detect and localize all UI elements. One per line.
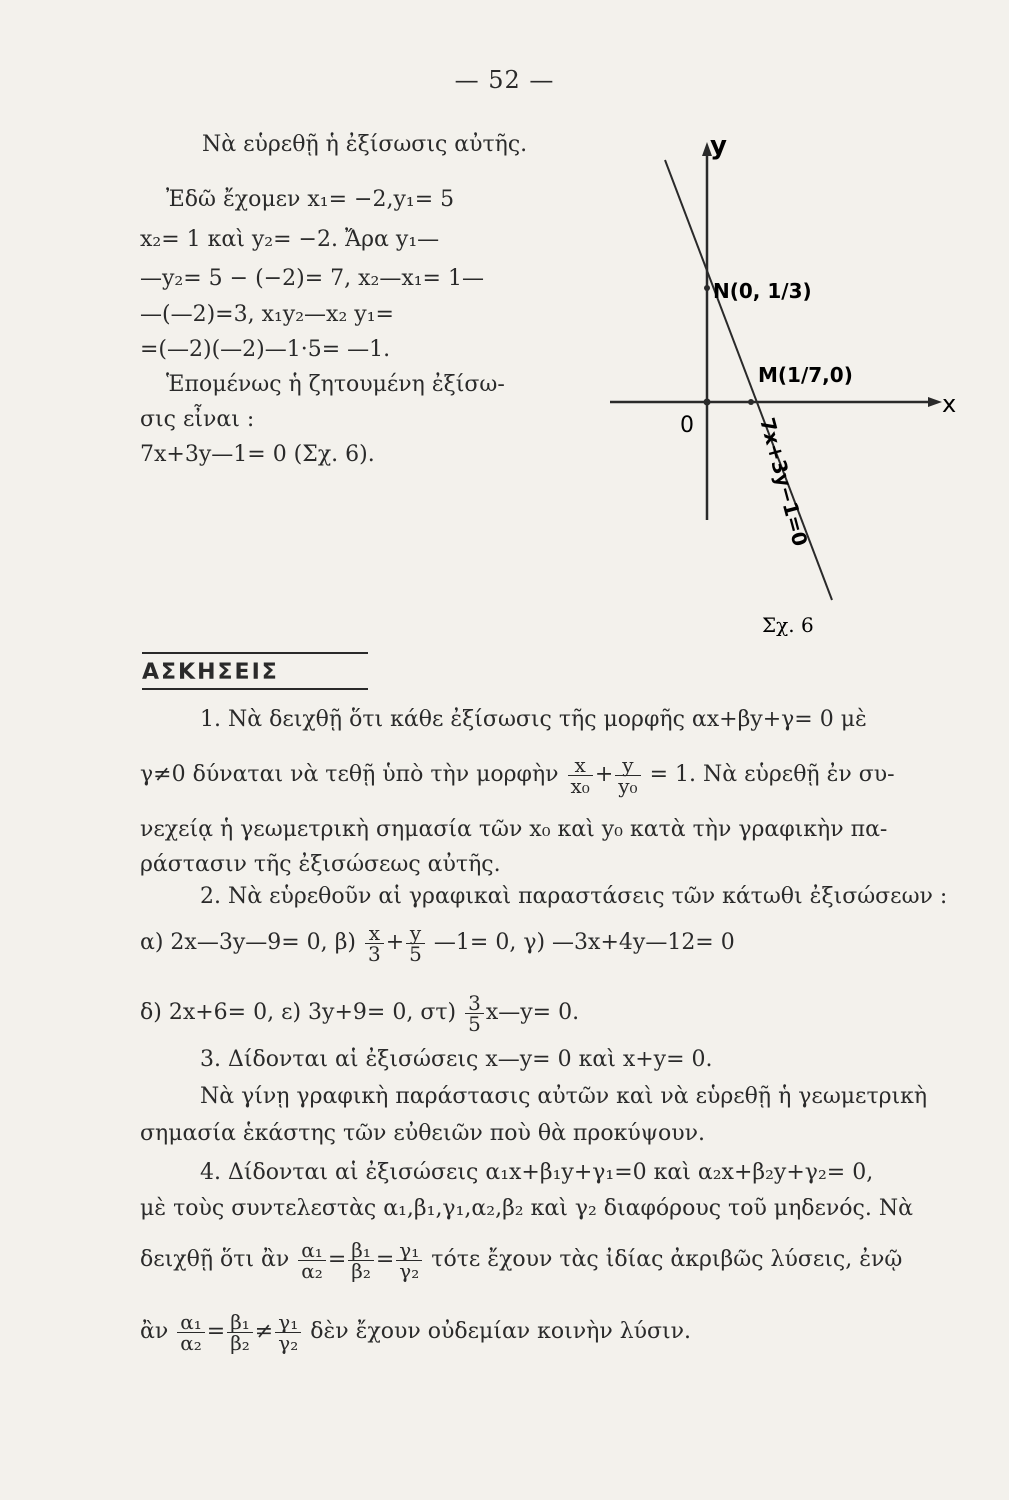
ex2-item-b-end: —1= 0,: [433, 930, 517, 955]
ex4-line-1: 4. Δίδονται αἱ ἐξισώσεις α₁x+β₁y+γ₁=0 καὶ α₂x+β₂y+γ₂= 0,: [200, 1160, 874, 1185]
ex2-item-st-end: x—y= 0.: [485, 1000, 580, 1025]
ex1-line-4: ράστασιν τῆς ἐξισώσεως αὐτῆς.: [140, 852, 501, 877]
ex4-line-4-text: ἂν: [140, 1319, 169, 1344]
fraction-g1-over-g2-b: $\frac{\text{γ₁}}{\text{γ₂}}$: [275, 1312, 301, 1353]
ex1-line-2-text: γ≠0 δύναται νὰ τεθῇ ὑπὸ τὴν μορφὴν: [140, 762, 559, 787]
ex1-line-2-end: = 1. Νὰ εὑρεθῇ ἐν συ-: [649, 762, 895, 787]
y-axis-label: y: [710, 131, 727, 161]
intro-line-6: =(—2)(—2)—1·5= —1.: [140, 337, 391, 362]
ex4-line-3-end: τότε ἔχουν τὰς ἰδίας ἀκριβῶς λύσεις, ἐνῷ: [431, 1247, 903, 1272]
ex3-line-2: Νὰ γίνῃ γραφικὴ παράστασις αὐτῶν καὶ νὰ εὑρεθῇ ἡ γεωμετρικὴ: [200, 1084, 928, 1109]
ex4-line-4: ἂν $\frac{\text{α₁}}{\text{α₂}}$ = $\frac{\text{β₁}}{\text{β₂}}$ ≠ $\frac{\text{γ₁}}{\text{γ₂}}$ δὲν ἔχουν οὐδεμίαν κοινὴν λύσιν.: [140, 1309, 692, 1355]
intro-line-4: —y₂= 5 − (−2)= 7, x₂—x₁= 1—: [140, 266, 484, 291]
intro-line-8: σις εἶναι :: [140, 407, 255, 432]
ex4-line-2: μὲ τοὺς συντελεστὰς α₁,β₁,γ₁,α₂,β₂ καὶ γ₂ διαφόρους τοῦ μηδενός. Νὰ: [140, 1196, 913, 1221]
fraction-3-over-5: $\frac{3}{5}$: [465, 993, 484, 1034]
ex4-line-3: δειχθῇ ὅτι ἂν $\frac{\text{α₁}}{\text{α₂}}$ = $\frac{\text{β₁}}{\text{β₂}}$ = $\frac{\text{γ₁}}{\text{γ₂}}$ τότε ἔχουν τὰς ἰδίας ἀκριβῶς λύσεις, ἐνῷ: [140, 1237, 903, 1283]
heading-rule-bottom: [142, 688, 368, 690]
fraction-x-over-3: $\frac{x}{3}$: [365, 923, 384, 964]
point-m: [748, 399, 754, 405]
figure-caption: Σχ. 6: [762, 613, 814, 637]
fraction-g1-over-g2: $\frac{\text{γ₁}}{\text{γ₂}}$: [396, 1240, 422, 1281]
ex1-line-1: 1. Νὰ δειχθῇ ὅτι κάθε ἐξίσωσις τῆς μορφῆς αx+βy+γ= 0 μὲ: [200, 707, 867, 732]
ex1-line-3: νεχείᾳ ἡ γεωμετρικὴ σημασία τῶν x₀ καὶ y₀ κατὰ τὴν γραφικὴν πα-: [140, 817, 888, 842]
ex3-line-3: σημασία ἑκάστης τῶν εὐθειῶν ποὺ θὰ προκύψουν.: [140, 1121, 705, 1146]
fraction-b1-over-b2-b: $\frac{\text{β₁}}{\text{β₂}}$: [227, 1312, 253, 1353]
intro-line-3: x₂= 1 καὶ y₂= −2. Ἄρα y₁—: [140, 227, 440, 252]
ex2-item-c: γ) —3x+4y—12= 0: [523, 930, 735, 955]
intro-line-2: Ἐδῶ ἔχομεν x₁= −2,y₁= 5: [166, 187, 455, 212]
ex2-line-3: [140, 983, 579, 1043]
x-axis-label: x: [942, 390, 957, 418]
fraction-y-over-5: $\frac{y}{5}$: [406, 923, 425, 964]
ex2-item-d: δ) 2x+6= 0,: [140, 1000, 275, 1025]
ex2-item-st-label: στ): [420, 1000, 457, 1025]
ex2-item-b-label: β): [334, 930, 356, 955]
line-equation-label: 7x+3y−1=0: [755, 415, 813, 549]
page-number: — 52 —: [454, 66, 555, 94]
ex2-line-1: 2. Νὰ εὑρεθοῦν αἱ γραφικαὶ παραστάσεις τῶν κάτωθι ἐξισώσεων :: [200, 884, 948, 909]
ex4-line-3-text: δειχθῇ ὅτι ἂν: [140, 1247, 290, 1272]
fraction-y-over-y0: $\frac{y}{\text{y₀}}$: [615, 755, 640, 796]
intro-line-1: Νὰ εὑρεθῇ ἡ ἐξίσωσις αὐτῆς.: [202, 132, 528, 157]
ex2-line-2: α) 2x—3y—9= 0, β) $\frac{x}{3}$ + $\frac{y}{5}$ —1= 0, γ) —3x+4y—12= 0: [140, 920, 735, 966]
fraction-x-over-x0: $\frac{x}{\text{x₀}}$: [568, 755, 593, 796]
figure-6: [600, 120, 980, 640]
fraction-a1-over-a2-b: $\frac{\text{α₁}}{\text{α₂}}$: [177, 1312, 205, 1353]
point-n: [704, 285, 710, 291]
ex2-item-a: α) 2x—3y—9= 0,: [140, 930, 328, 955]
point-n-label: N(0, 1/3): [713, 279, 812, 303]
x-axis-arrow: [928, 397, 942, 407]
heading-rule-top: [142, 652, 368, 654]
ex1-line-2: γ≠0 δύναται νὰ τεθῇ ὑπὸ τὴν μορφὴν $\frac{x}{\text{x₀}}$ + $\frac{y}{\text{y₀}}$ = 1. Νὰ εὑρεθῇ ἐν συ-: [140, 752, 895, 798]
ex2-item-e: ε) 3y+9= 0,: [281, 1000, 414, 1025]
ex4-line-4-end: δὲν ἔχουν οὐδεμίαν κοινὴν λύσιν.: [310, 1319, 692, 1344]
exercises-heading: ΑΣΚΗΣΕΙΣ: [142, 660, 279, 685]
origin-label: 0: [680, 413, 694, 438]
intro-equation: 7x+3y—1= 0 (Σχ. 6).: [140, 442, 375, 467]
fraction-b1-over-b2: $\frac{\text{β₁}}{\text{β₂}}$: [348, 1240, 374, 1281]
ex3-line-1: 3. Δίδονται αἱ ἐξισώσεις x—y= 0 καὶ x+y= 0.: [200, 1047, 713, 1072]
point-m-label: M(1/7,0): [758, 363, 853, 387]
intro-line-7: Ἑπομένως ἡ ζητουμένη ἐξίσω-: [166, 372, 505, 397]
origin-point: [704, 399, 711, 406]
fraction-a1-over-a2: $\frac{\text{α₁}}{\text{α₂}}$: [298, 1240, 326, 1281]
intro-line-5: —(—2)=3, x₁y₂—x₂ y₁=: [140, 302, 394, 327]
